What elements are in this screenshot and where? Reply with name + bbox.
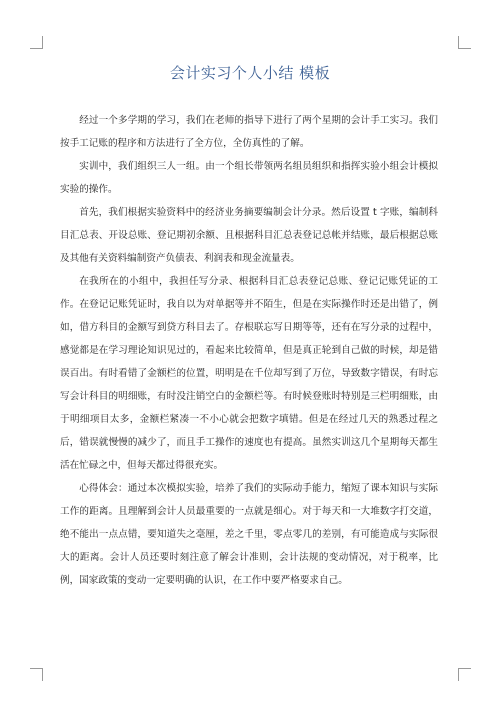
paragraph-grouping: 实训中，我们组织三人一组。由一个组长带领两名组员组织和指挥实验小组会计模拟实验的操作。 [60,161,438,195]
paragraph-intro: 经过一个多学期的学习，我们在老师的指导下进行了两个星期的会计手工实习。我们按手工记账的程序和方法进行了全方位，全仿真性的了解。 [60,115,438,149]
crop-mark-top-right [458,36,471,49]
crop-mark-top-left [30,36,43,49]
document-title: 会计实习个人小结 模板 [169,64,331,82]
paragraph-procedure: 首先，我们根据实验资料中的经济业务摘要编制会计分录。然后设置 t 字账，编制科目汇总表、开设总账、登记期初余额、且根据科目汇总表登记总帐并结账，最后根据总账及其他有关资料编制资产负债表、利润表和现金流量表。 [60,207,438,264]
crop-mark-bottom-left [30,668,43,681]
paragraph-my-role: 在我所在的小组中，我担任写分录、根据科目汇总表登记总账、登记记账凭证的工作。在登记记账凭证时，我自以为对单据等并不陌生，但是在实际操作时还是出错了，例如，借方科目的金额写到贷方科目去了。存根联忘写日期等等，还有在写分录的过程中，感觉都是在学习理论知识见过的，看起来比较简单，但是真正轮到自己做的时候，却是错误百出。有时看错了金额栏的位置，明明是在千位却写到了万位，导致数字错误，有时忘写会计科目的明细账，有时没注销空白的金额栏等。有时候登账时特别是三栏明细账，由于明细项目太多，金额栏紧凑一不小心就会把数字填错。但是在经过几天的熟悉过程之后，错误就慢慢的减少了，而且手工操作的速度也有提高。虽然实训这几个星期每天都生活在忙碌之中，但每天都过得很充实。 [60,276,438,471]
document-body [60,109,438,592]
crop-mark-bottom-right [458,668,471,681]
paragraph-reflection: 心得体会：通过本次模拟实验，培养了我们的实际动手能力，缩短了课本知识与实际工作的距离。且理解到会计人员最重要的一点就是细心。对于每天和一大堆数字打交道，绝不能出一点点错，要知道失之毫厘，差之千里，零点零几的差别，有可能造成与实际很大的距离。会计人员还要时刻注意了解会计准则，会计法规的变动情况，对于税率，比例，国家政策的变动一定要明确的认识，在工作中要严格要求自己。 [60,483,438,586]
